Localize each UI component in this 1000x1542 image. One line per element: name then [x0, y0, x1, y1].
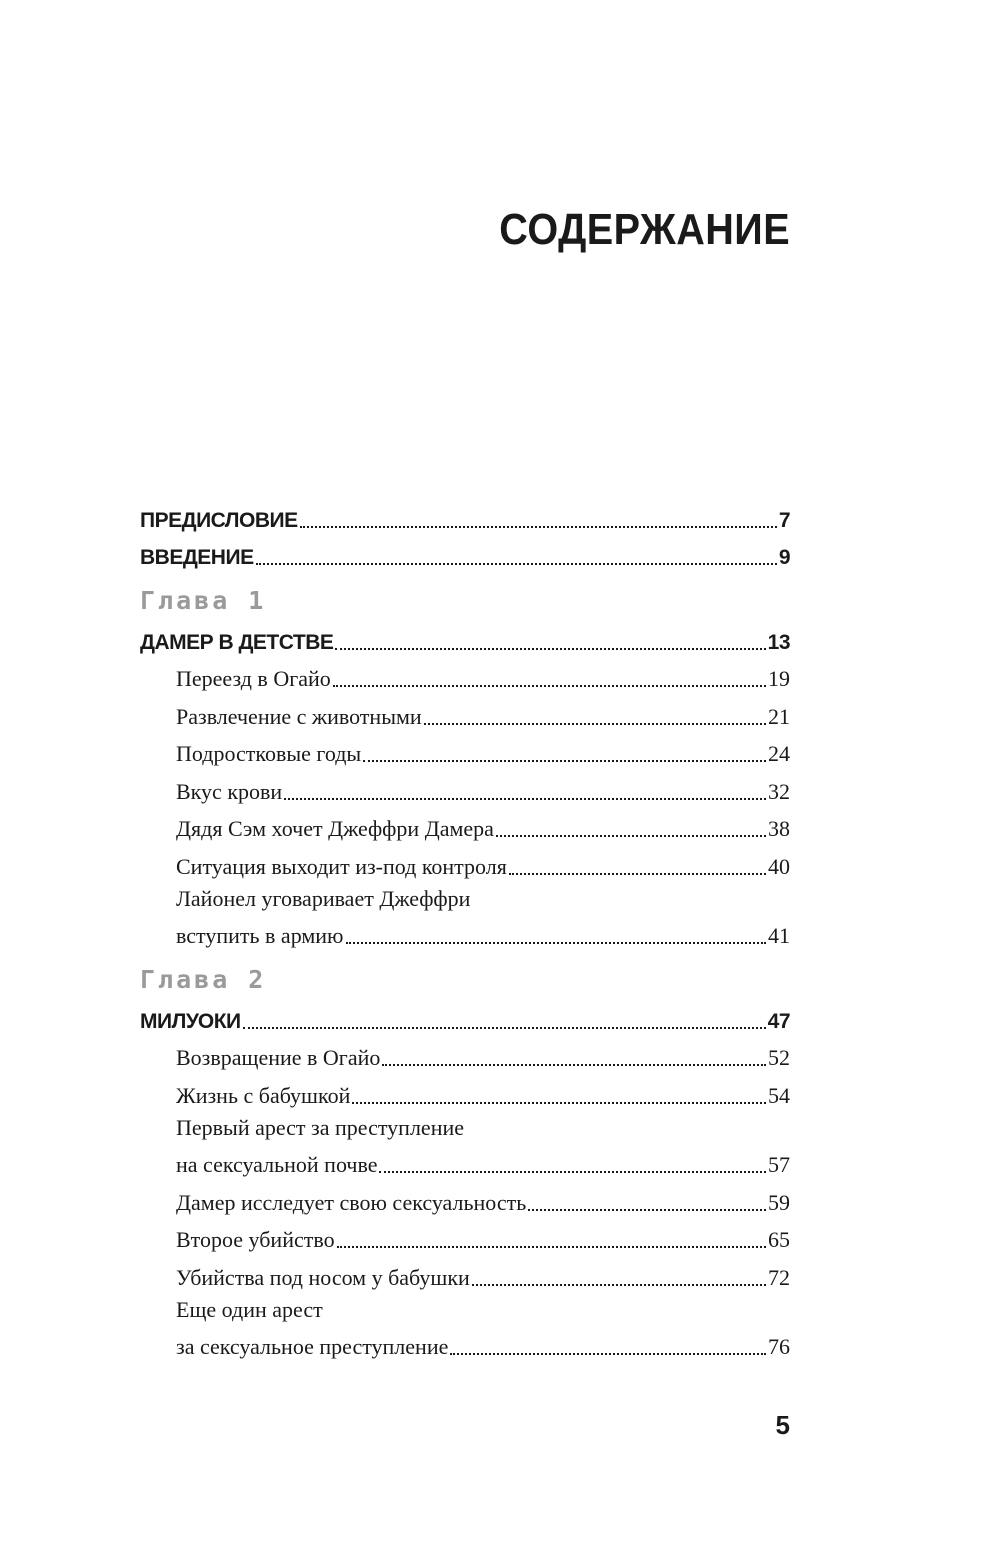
toc-entry-label-line2: на сексуальной почве: [176, 1152, 378, 1177]
dot-leader: [528, 1209, 766, 1211]
toc-entry-label: Переезд в Огайо: [176, 666, 331, 691]
toc-entry-label: ДАМЕР В ДЕТСТВЕ: [140, 630, 334, 654]
toc-entry-label: ПРЕДИСЛОВИЕ: [140, 508, 298, 532]
dot-leader: [363, 760, 766, 762]
toc-entry-page: 57: [768, 1152, 790, 1177]
toc-entry-page: 59: [768, 1189, 790, 1215]
toc-entry-page: 19: [768, 666, 790, 691]
toc-entry[interactable]: [140, 767, 790, 805]
dot-leader: [300, 526, 777, 528]
toc-entry-page: 13: [767, 630, 790, 654]
dot-leader: [382, 1064, 766, 1066]
dot-leader: [337, 1246, 766, 1248]
toc-entry-label-line2: за сексуальное преступление: [176, 1334, 449, 1359]
toc-entry-label: Вкус крови: [176, 778, 283, 804]
dot-leader: [243, 1027, 766, 1029]
toc-entry-label-line2: вступить в армию: [176, 923, 344, 948]
toc-entry-label: Дамер исследует свою сексуальность: [176, 1189, 527, 1215]
toc-entry[interactable]: [140, 692, 790, 730]
toc-entry-label: МИЛУОКИ: [140, 1009, 241, 1033]
chapter-heading-1: Глава 1: [140, 586, 267, 615]
toc-entry-page: 72: [768, 1264, 790, 1290]
toc-entry-page: 7: [778, 508, 790, 532]
dot-leader: [509, 873, 766, 875]
toc-entry[interactable]: [140, 655, 790, 693]
toc-entry-label: Возвращение в Огайо: [176, 1045, 381, 1070]
toc-entry-label: Ситуация выходит из-под контроля: [176, 853, 507, 879]
toc-entry-page: 21: [768, 703, 790, 729]
toc-entry-two-line[interactable]: [140, 1291, 790, 1361]
dot-leader: [256, 563, 777, 565]
toc-entry-page: 76: [768, 1334, 790, 1359]
toc-entry[interactable]: [140, 1034, 790, 1072]
dot-leader: [496, 835, 766, 837]
toc-entry-label: Второе убийство: [176, 1227, 335, 1252]
toc-entry-page: 47: [767, 1009, 790, 1033]
dot-leader: [424, 723, 766, 725]
toc-entry-page: 40: [768, 853, 790, 879]
toc-entry-two-line[interactable]: [140, 1109, 790, 1179]
dot-leader: [379, 1171, 766, 1173]
toc-entry-chapter-2-section[interactable]: [140, 996, 790, 1034]
toc-entry-page: 52: [768, 1045, 790, 1070]
toc-entry-introduction[interactable]: [140, 533, 790, 571]
dot-leader: [472, 1284, 766, 1286]
toc-entry-page: 9: [778, 546, 790, 569]
toc-entry-label: Жизнь с бабушкой: [176, 1082, 351, 1108]
toc-entry-page: 41: [768, 923, 790, 948]
toc-entry-preface[interactable]: [140, 495, 790, 533]
toc-entry-page: 65: [768, 1227, 790, 1252]
chapter-heading-2: Глава 2: [140, 965, 267, 994]
toc-entry[interactable]: [140, 1071, 790, 1109]
toc-entry-label: Подростковые годы: [176, 741, 362, 766]
toc-entry[interactable]: [140, 1178, 790, 1216]
dot-leader: [333, 685, 766, 687]
toc-entry[interactable]: [140, 1216, 790, 1254]
toc-entry-page: 24: [768, 741, 790, 766]
toc-entry-label: ВВЕДЕНИЕ: [140, 546, 254, 569]
toc-entry[interactable]: [140, 805, 790, 843]
toc-entry-label-line1: Еще один арест: [176, 1296, 323, 1322]
table-of-contents: [140, 495, 790, 1360]
dot-leader: [284, 798, 766, 800]
toc-entry-page: 38: [768, 816, 790, 841]
toc-entry-label: Убийства под носом у бабушки: [176, 1264, 470, 1290]
toc-entry[interactable]: [140, 842, 790, 880]
toc-entry-page: 32: [768, 778, 790, 804]
dot-leader: [450, 1353, 766, 1355]
dot-leader: [346, 942, 767, 944]
toc-entry-two-line[interactable]: [140, 880, 790, 950]
toc-entry-label-line1: Лайонел уговаривает Джеффри: [176, 885, 471, 911]
dot-leader: [335, 648, 765, 650]
toc-entry[interactable]: [140, 1253, 790, 1291]
toc-entry-label-line1: Первый арест за преступление: [176, 1114, 465, 1140]
page-title: СОДЕРЖАНИЕ: [499, 205, 790, 254]
page-number: 5: [775, 1410, 790, 1440]
toc-entry[interactable]: [140, 730, 790, 768]
toc-entry-label: Дядя Сэм хочет Джеффри Дамера: [176, 816, 494, 841]
toc-entry-chapter-1-section[interactable]: [140, 617, 790, 655]
toc-entry-label: Развлечение с животными: [176, 703, 422, 729]
dot-leader: [352, 1102, 766, 1104]
toc-entry-page: 54: [768, 1082, 790, 1108]
